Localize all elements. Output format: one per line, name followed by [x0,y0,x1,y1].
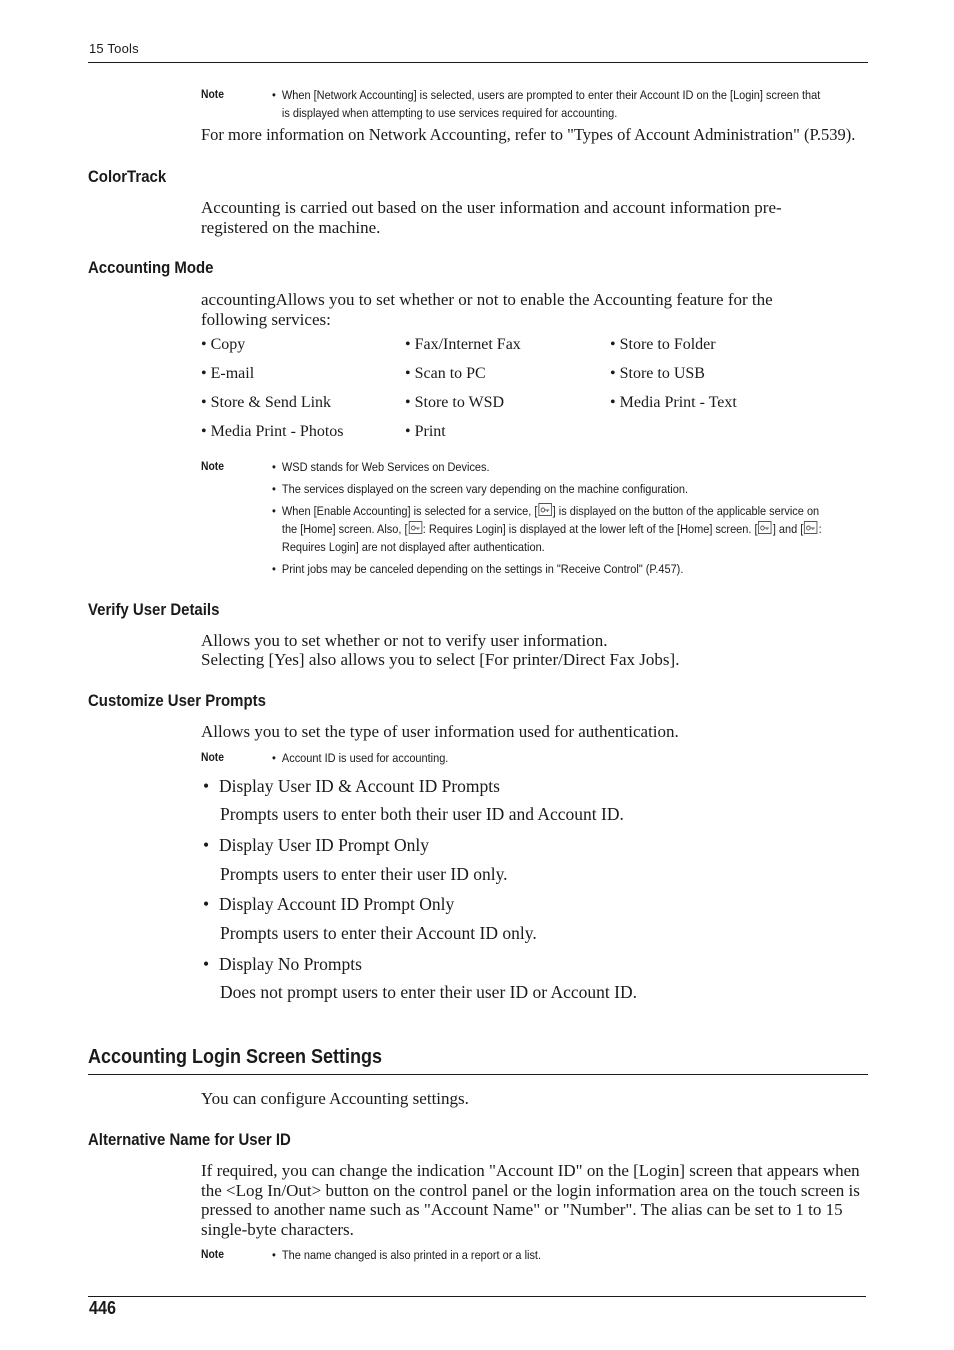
heading-accounting-mode: Accounting Mode [88,258,214,277]
note-label: Note [201,1247,224,1261]
note-item: • WSD stands for Web Services on Devices. [272,460,490,474]
heading-verify-user-details: Verify User Details [88,600,220,619]
header-rule [88,62,868,63]
section-rule [88,1074,868,1075]
service-item: • Store & Send Link [201,394,332,411]
heading-customize-user-prompts: Customize User Prompts [88,691,266,710]
prompt-option-desc: Prompts users to enter their user ID only. [220,864,508,884]
login-settings-body: You can configure Accounting settings. [201,1089,469,1108]
service-item: • Store to Folder [610,336,716,353]
colortrack-body: Accounting is carried out based on the user information and account information pre-registered on the machine. [201,198,782,237]
service-item: • Print [405,423,446,440]
note-item: • The name changed is also printed in a report or a list. [272,1248,542,1262]
note-item: • When [Network Accounting] is selected, users are prompted to enter their Account ID on the [Login] screen that is displayed when attempting to use services required for accounting. [272,88,821,120]
login-required-icon [408,521,422,534]
note-item: • When [Enable Accounting] is selected for a service, [ ] is displayed on the button of the applicable service on the [Home] screen. Also, [ : Requires Login] is displayed at the lower left of the [Home] screen. [ ] and [ : Requires Login] are not displayed after authentication. [272,504,822,554]
heading-accounting-login-screen-settings: Accounting Login Screen Settings [88,1046,383,1068]
service-item: • Store to WSD [405,394,505,411]
verify-user-line1: Allows you to set whether or not to verify user information. [201,631,608,650]
prompt-option: • Display No Prompts [203,954,362,974]
service-item: • Media Print - Text [610,394,737,411]
prompt-option: • Display User ID & Account ID Prompts [203,776,500,796]
logged-in-icon [804,521,818,534]
heading-alternative-name: Alternative Name for User ID [88,1130,291,1149]
prompt-option-desc: Prompts users to enter their Account ID only. [220,923,537,943]
prompt-option: • Display User ID Prompt Only [203,835,429,855]
note-label: Note [201,87,224,101]
prompt-option: • Display Account ID Prompt Only [203,894,455,914]
login-required-icon [538,503,552,516]
service-item: • Media Print - Photos [201,423,344,440]
page-number: 446 [89,1298,117,1318]
service-item: • E-mail [201,365,255,382]
verify-user-line2: Selecting [Yes] also allows you to select [For printer/Direct Fax Jobs]. [201,650,680,669]
running-header: 15 Tools [89,41,139,56]
prompt-option-desc: Prompts users to enter both their user ID and Account ID. [220,804,624,824]
note-label: Note [201,459,224,473]
note-item: • Account ID is used for accounting. [272,751,449,765]
prompt-option-desc: Does not prompt users to enter their user ID or Account ID. [220,982,637,1002]
note-item: • The services displayed on the screen vary depending on the machine configuration. [272,482,688,496]
note-label: Note [201,750,224,764]
footer-rule [88,1296,866,1297]
service-item: • Scan to PC [405,365,486,382]
alternative-name-body: If required, you can change the indication "Account ID" on the [Login] screen that appears when the <Log In/Out> button on the control panel or the login information area on the touch screen is pressed to another name such as "Account Name" or "Number". The alias can be set to 1 to 15 single-byte characters. [201,1161,860,1239]
more-info-text: For more information on Network Accounting, refer to "Types of Account Administration" (P.539). [201,125,856,144]
logged-in-icon [758,521,772,534]
customize-prompts-body: Allows you to set the type of user information used for authentication. [201,722,679,741]
note-item: • Print jobs may be canceled depending on the settings in "Receive Control" (P.457). [272,562,684,576]
service-item: • Fax/Internet Fax [405,336,521,353]
service-item: • Store to USB [610,365,705,382]
service-item: • Copy [201,336,246,353]
accounting-mode-body: accountingAllows you to set whether or not to enable the Accounting feature for the following services: [201,290,773,329]
heading-colortrack: ColorTrack [88,167,167,186]
